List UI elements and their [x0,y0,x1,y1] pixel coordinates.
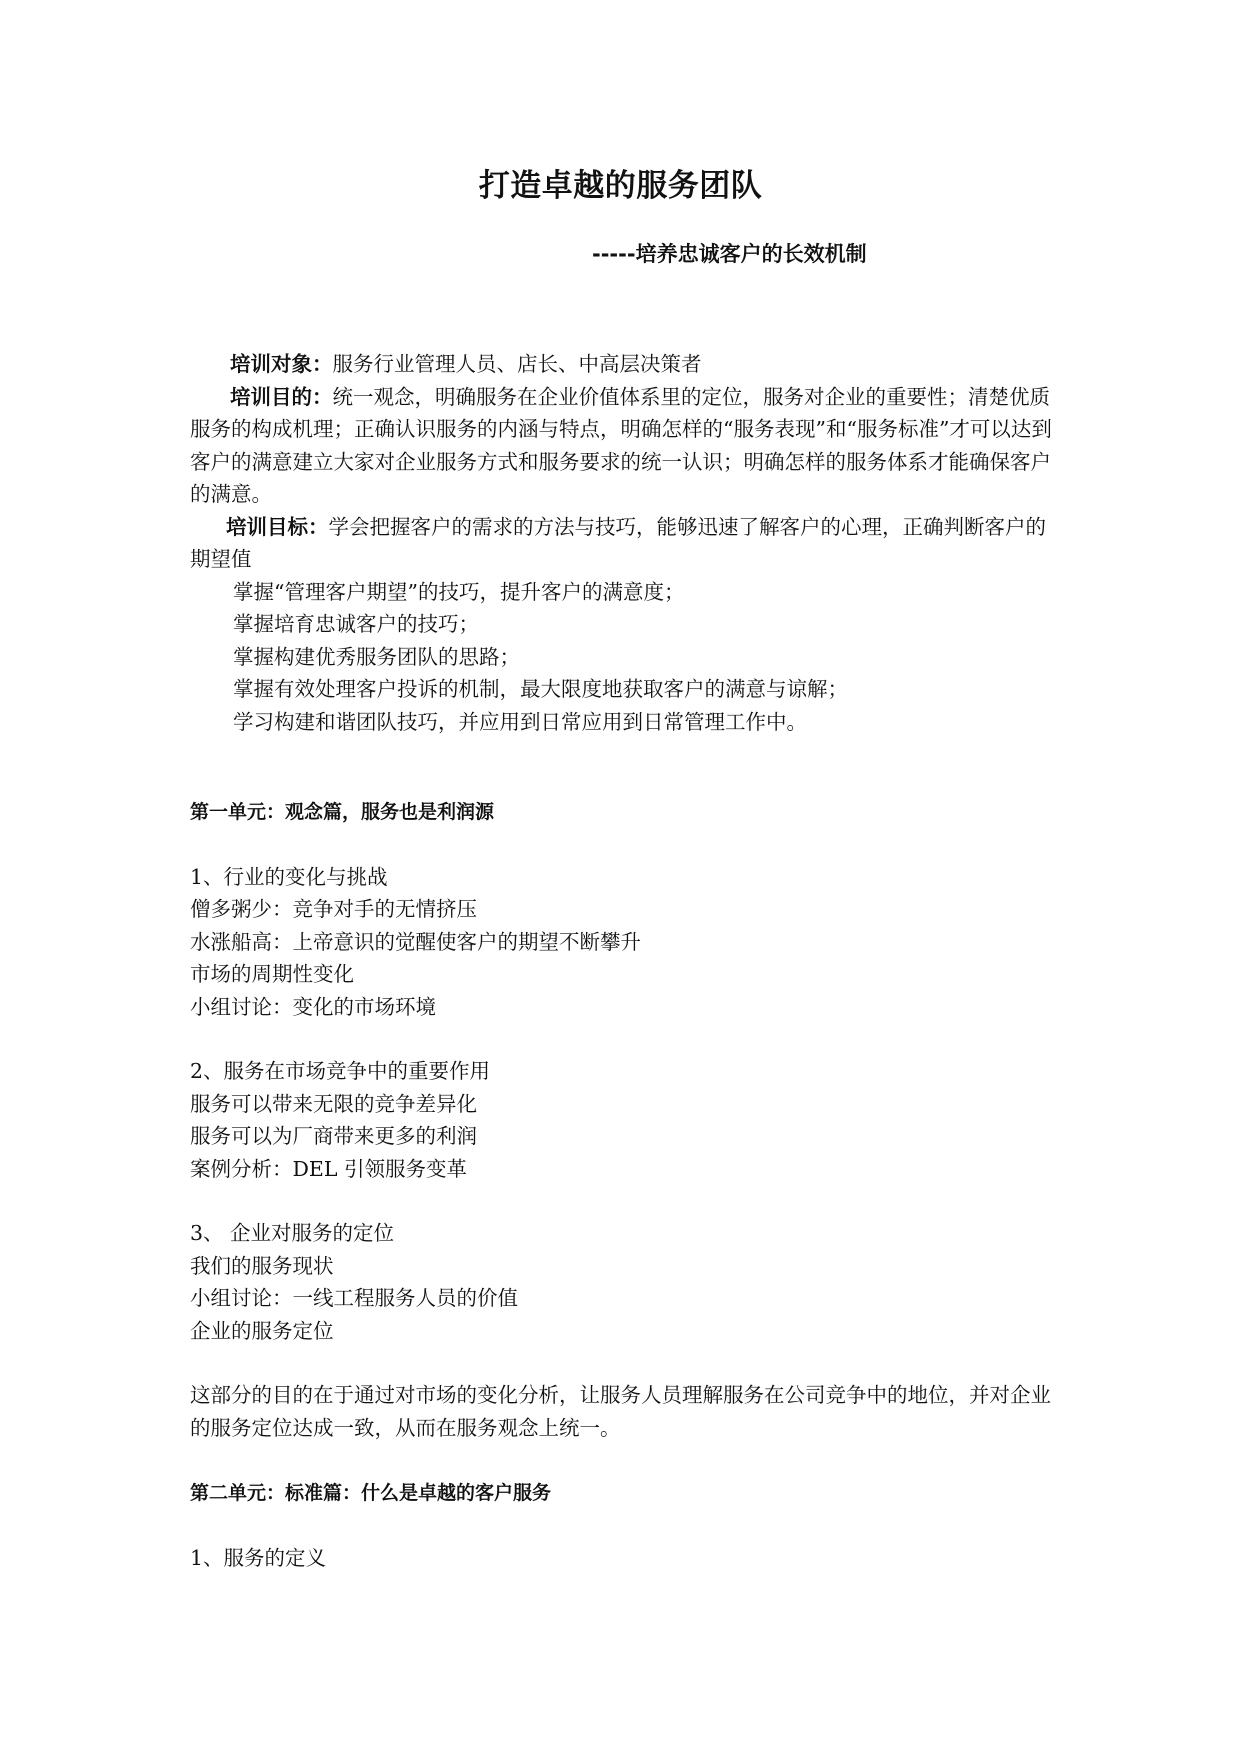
document-body [190,348,1055,1574]
unit1-s3-line: 企业的服务定位 [190,1318,334,1343]
unit1-s1-line: 小组讨论：变化的市场环境 [190,994,436,1019]
goal-item: 掌握有效处理客户投诉的机制，最大限度地获取客户的满意与谅解； [233,677,848,701]
unit1-s2-title: 2、服务在市场竞争中的重要作用 [190,1059,491,1083]
goal-item: 学习构建和谐团队技巧，并应用到日常应用到日常管理工作中。 [233,709,807,734]
document-title: 打造卓越的服务团队 [478,168,763,204]
unit1-s2-line: 案例分析：DEL 引领服务变革 [190,1156,468,1181]
unit1-summary: 这部分的目的在于通过对市场的变化分析，让服务人员理解服务在公司竞争中的地位，并对企业的服务定位达成一致，从而在服务观念上统一。 [190,1383,1051,1440]
unit2-s1-title: 1、服务的定义 [190,1545,327,1570]
unit1-s2-line: 服务可以带来无限的竞争差异化 [190,1091,477,1116]
training-audience [190,348,1055,381]
unit1-s3-line: 小组讨论：一线工程服务人员的价值 [190,1286,518,1310]
goal-item: 掌握培育忠诚客户的技巧； [233,612,479,636]
unit1-s3-title: 3、 企业对服务的定位 [190,1221,395,1245]
unit1-s1-line: 水涨船高：上帝意识的觉醒使客户的期望不断攀升 [190,929,641,954]
purpose-text: 统一观念，明确服务在企业价值体系里的定位，服务对企业的重要性；清楚优质服务的构成机理；正确认识服务的内涵与特点，明确怎样的“服务表现”和“服务标准”才可以达到客户的满意建立大家对企业服务方式和服务要求的统一认识；明确怎样的服务体系才能确保客户的满意。 [190,384,1052,506]
unit1-s1-title: 1、行业的变化与挑战 [190,864,388,889]
audience-label: 培训对象： [230,352,333,376]
unit1-s1-line: 市场的周期性变化 [190,962,354,986]
goal-text: 学会把握客户的需求的方法与技巧，能够迅速了解客户的心理，正确判断客户的期望值 [190,514,1046,571]
purpose-label: 培训目的： [230,384,333,409]
unit1-heading: 第一单元：观念篇，服务也是利润源 [190,801,495,823]
audience-text: 服务行业管理人员、店长、中高层决策者 [332,352,702,376]
unit1-s3-line: 我们的服务现状 [190,1253,334,1278]
goal-label: 培训目标： [226,514,329,539]
training-purpose [190,381,1055,511]
unit2-heading: 第二单元：标准篇：什么是卓越的客户服务 [190,1482,552,1504]
unit1-s1-line: 僧多粥少：竞争对手的无情挤压 [190,897,477,921]
unit1-s2-line: 服务可以为厂商带来更多的利润 [190,1124,477,1148]
training-goal [190,511,1055,576]
document-subtitle: -----培养忠诚客户的长效机制 [592,242,867,266]
goal-item: 掌握“管理客户期望”的技巧，提升客户的满意度； [233,579,685,604]
goal-item: 掌握构建优秀服务团队的思路； [233,644,520,669]
